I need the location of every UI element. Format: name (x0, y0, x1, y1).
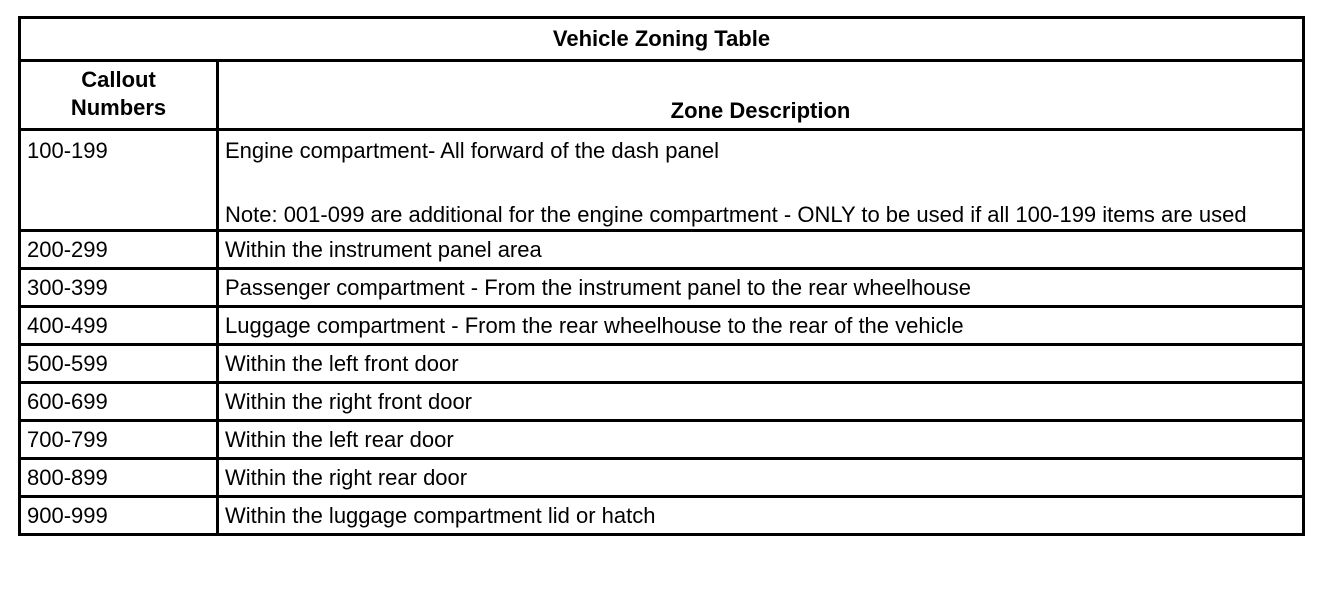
header-row (20, 61, 1304, 130)
table-row (20, 383, 1304, 421)
table-title: Vehicle Zoning Table (20, 18, 1304, 61)
description-cell: Within the right rear door (218, 459, 1304, 497)
description-note: Note: 001-099 are additional for the engine compartment - ONLY to be used if all 100-199 items are used (225, 202, 1247, 227)
callout-cell: 900-999 (20, 497, 218, 535)
header-callout-numbers (20, 61, 218, 130)
table-row (20, 231, 1304, 269)
title-row (20, 18, 1304, 61)
header-callout-line1: Callout (81, 67, 156, 92)
table-row (20, 307, 1304, 345)
callout-cell: 100-199 (20, 130, 218, 231)
callout-cell: 700-799 (20, 421, 218, 459)
description-cell: Within the left rear door (218, 421, 1304, 459)
callout-cell: 400-499 (20, 307, 218, 345)
header-zone-description: Zone Description (218, 61, 1304, 130)
table-row (20, 345, 1304, 383)
header-callout-line2: Numbers (70, 95, 167, 120)
description-cell (218, 130, 1304, 231)
vehicle-zoning-table (18, 16, 1305, 536)
description-cell: Within the left front door (218, 345, 1304, 383)
description-cell: Within the instrument panel area (218, 231, 1304, 269)
table-row (20, 130, 1304, 231)
callout-cell: 600-699 (20, 383, 218, 421)
callout-cell: 800-899 (20, 459, 218, 497)
description-cell: Within the right front door (218, 383, 1304, 421)
description-cell: Luggage compartment - From the rear wheelhouse to the rear of the vehicle (218, 307, 1304, 345)
callout-cell: 300-399 (20, 269, 218, 307)
description-cell: Passenger compartment - From the instrument panel to the rear wheelhouse (218, 269, 1304, 307)
callout-cell: 500-599 (20, 345, 218, 383)
table-row (20, 269, 1304, 307)
table-row (20, 421, 1304, 459)
description-cell: Within the luggage compartment lid or hatch (218, 497, 1304, 535)
description-text: Engine compartment- All forward of the dash panel (225, 138, 720, 163)
table-row (20, 459, 1304, 497)
table-row (20, 497, 1304, 535)
callout-cell: 200-299 (20, 231, 218, 269)
